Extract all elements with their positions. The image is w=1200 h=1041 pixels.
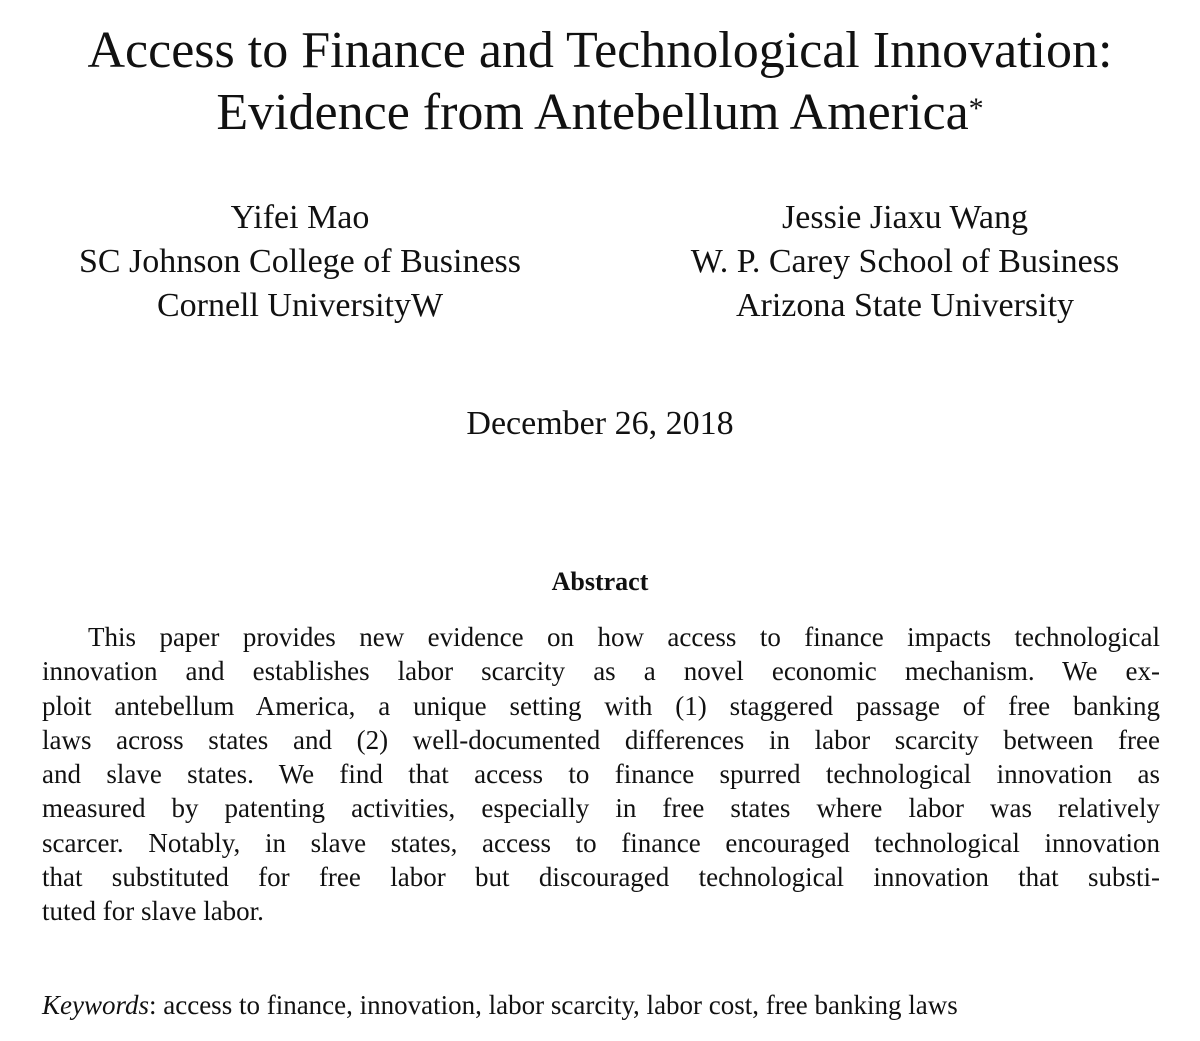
- abstract-line: laws across states and (2) well-documented differences in labor scarcity between free: [42, 724, 1160, 755]
- abstract-line: and slave states. We find that access to finance spurred technological innovation as: [42, 759, 1160, 790]
- abstract-heading: Abstract: [551, 567, 649, 596]
- author-name: Yifei Mao: [230, 199, 370, 236]
- author-school: W. P. Carey School of Business: [690, 243, 1120, 280]
- author-block-2: [610, 196, 1200, 328]
- abstract-line: ploit antebellum America, a unique setting with (1) staggered passage of free banking: [42, 690, 1160, 721]
- paper-title: [0, 20, 1200, 144]
- author-university: Cornell UniversityW: [156, 287, 444, 324]
- abstract-line: that substituted for free labor but discouraged technological innovation that substi-: [42, 862, 1160, 893]
- title-line-1: Access to Finance and Technological Innovation:: [87, 22, 1113, 79]
- author-name: Jessie Jiaxu Wang: [782, 199, 1028, 236]
- author-university: Arizona State University: [735, 287, 1075, 324]
- keywords-label: Keywords: [42, 990, 149, 1020]
- paper-date: December 26, 2018: [466, 405, 734, 442]
- abstract-line: measured by patenting activities, especially in free states where labor was relatively: [42, 793, 1160, 824]
- title-line-2: Evidence from Antebellum America*: [216, 84, 984, 141]
- keywords: [42, 988, 1160, 1022]
- keywords-text: : access to finance, innovation, labor scarcity, labor cost, free banking laws: [149, 990, 958, 1020]
- title-footnote-mark: *: [968, 92, 984, 125]
- author-block-1: [10, 196, 590, 328]
- abstract-line: scarcer. Notably, in slave states, access to finance encouraged technological innovation: [42, 827, 1160, 858]
- abstract-line: This paper provides new evidence on how access to finance impacts technological: [88, 622, 1160, 652]
- abstract-body: [42, 620, 1160, 929]
- abstract-line: innovation and establishes labor scarcity as a novel economic mechanism. We ex-: [42, 656, 1160, 687]
- author-school: SC Johnson College of Business: [78, 243, 522, 280]
- abstract-line: tuted for slave labor.: [42, 896, 264, 927]
